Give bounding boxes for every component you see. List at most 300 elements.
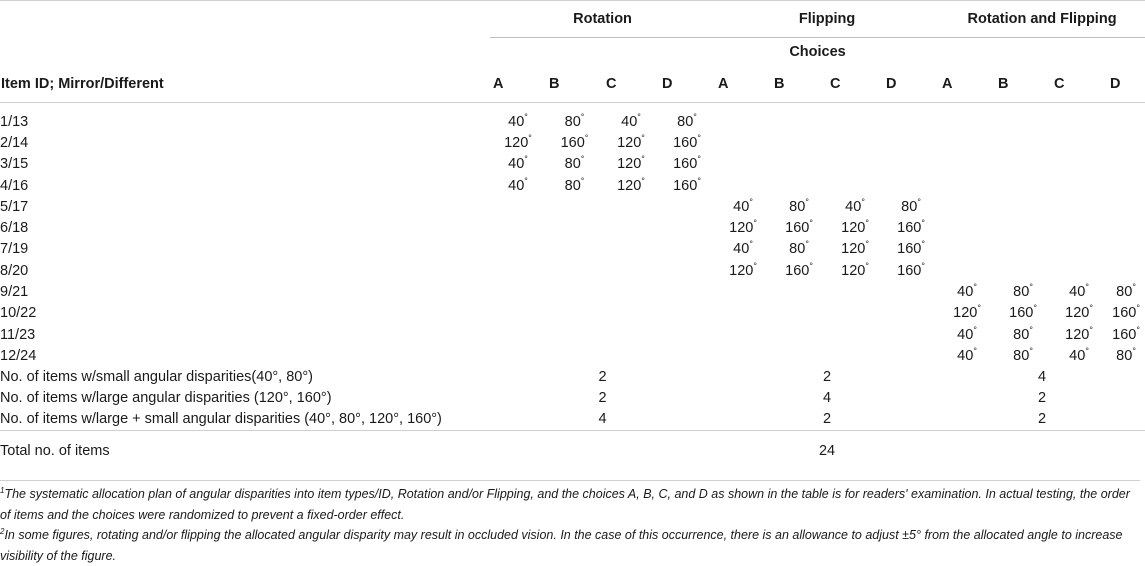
table-row — [0, 196, 1145, 217]
both-choice-a-cell — [939, 196, 995, 217]
angle-value: 40 — [733, 241, 750, 258]
both-choice-a-cell — [939, 111, 995, 132]
flipping-choice-d-cell — [883, 217, 939, 238]
rotation-choice-c-cell — [603, 196, 659, 217]
rotation-choice-a-cell — [490, 217, 546, 238]
footnote-2-text: In some figures, rotating and/or flipping the allocated angular disparity may result in occluded vision. In the case of this occurrence, there is an allowance to adjust ±5° from the allocated angle to increase visibility of the figure. — [0, 528, 1123, 563]
flipping-choice-d-cell — [883, 303, 939, 324]
both-choice-b-cell — [995, 281, 1051, 302]
degree-mark: ° — [809, 260, 813, 271]
both-choice-a-cell — [939, 239, 995, 260]
col-header-flipping-c: C — [830, 76, 841, 92]
rotation-choice-d-cell — [659, 260, 715, 281]
rotation-choice-b-cell — [546, 324, 603, 345]
angle-value: 40 — [845, 198, 862, 215]
both-choice-a-cell — [939, 324, 995, 345]
item-id-cell: 8/20 — [0, 262, 29, 279]
flipping-choice-d-cell — [883, 196, 939, 217]
degree-mark: ° — [1085, 346, 1089, 357]
degree-mark: ° — [921, 218, 925, 229]
both-choice-d-cell — [1107, 281, 1145, 302]
flipping-choice-c-cell — [827, 303, 883, 324]
angle-value: 40 — [508, 113, 525, 130]
angle-value: 80 — [901, 198, 918, 215]
rotation-choice-b-cell — [546, 217, 603, 238]
choices-header: Choices — [789, 44, 846, 60]
degree-mark: ° — [580, 111, 585, 122]
both-choice-b-cell — [995, 260, 1051, 281]
rotation-choice-d-cell — [659, 281, 715, 302]
degree-mark: ° — [1132, 282, 1136, 293]
item-id-cell: 10/22 — [0, 305, 37, 322]
rotation-choice-c-cell — [603, 111, 659, 132]
degree-mark: ° — [805, 197, 809, 207]
degree-mark: ° — [865, 239, 869, 250]
flipping-choice-b-cell — [771, 324, 827, 345]
angle-value: 120 — [841, 220, 866, 237]
rotation-choice-a-cell — [490, 260, 546, 281]
both-choice-d-cell — [1107, 132, 1145, 153]
flipping-choice-b-cell — [771, 132, 827, 153]
rotation-choice-a-cell — [490, 132, 546, 153]
angle-value: 80 — [1116, 347, 1133, 364]
summary-label: No. of items w/small angular disparities(40°, 80°) — [0, 369, 313, 386]
rotation-choice-a-cell — [490, 281, 546, 302]
col-header-both-b: B — [998, 76, 1009, 92]
rotation-choice-b-cell — [546, 175, 603, 196]
rotation-choice-d-cell — [659, 175, 715, 196]
col-header-rotation-c: C — [606, 76, 617, 92]
summary-body — [0, 367, 1145, 431]
both-choice-c-cell — [1051, 175, 1107, 196]
angle-value: 160 — [785, 220, 810, 237]
flipping-choice-b-cell — [771, 260, 827, 281]
rotation-choice-b-cell — [546, 132, 603, 153]
col-header-rotation-b: B — [549, 76, 560, 92]
col-header-rotation-a: A — [493, 76, 504, 92]
table-row — [0, 217, 1145, 238]
both-choice-d-cell — [1107, 175, 1145, 196]
angle-value: 40 — [957, 284, 974, 301]
rotation-choice-d-cell — [659, 345, 715, 366]
rotation-choice-c-cell — [603, 260, 659, 281]
summary-label: No. of items w/large + small angular disparities (40°, 80°, 120°, 160°) — [0, 411, 442, 428]
angle-value: 80 — [1013, 284, 1030, 301]
angle-value: 120 — [1065, 305, 1090, 322]
both-choice-d-cell — [1107, 260, 1145, 281]
rotation-choice-b-cell — [546, 239, 603, 260]
angle-value: 40 — [508, 177, 525, 194]
both-choice-b-cell — [995, 217, 1051, 238]
flipping-choice-b-cell — [771, 281, 827, 302]
item-id-cell: 12/24 — [0, 347, 37, 364]
angle-value: 80 — [564, 177, 581, 194]
col-header-both-c: C — [1054, 76, 1065, 92]
degree-mark: ° — [528, 133, 532, 144]
rotation-choice-a-cell — [490, 345, 546, 366]
rotation-choice-b-cell — [546, 281, 603, 302]
flipping-choice-d-cell — [883, 175, 939, 196]
degree-mark: ° — [973, 346, 977, 357]
table-row — [0, 303, 1145, 324]
group-header-flipping: Flipping — [715, 1, 939, 38]
flipping-choice-a-cell — [715, 132, 771, 153]
summary-row — [0, 367, 1145, 388]
rotation-choice-a-cell — [490, 196, 546, 217]
flipping-choice-d-cell — [883, 239, 939, 260]
angle-value: 120 — [504, 134, 529, 151]
angle-value: 160 — [1009, 305, 1034, 322]
both-choice-a-cell — [939, 303, 995, 324]
flipping-choice-b-cell — [771, 111, 827, 132]
angle-value: 80 — [564, 113, 581, 130]
degree-mark: ° — [1089, 303, 1093, 314]
flipping-choice-b-cell — [771, 239, 827, 260]
rotation-choice-a-cell — [490, 239, 546, 260]
degree-mark: ° — [753, 218, 757, 229]
degree-mark: ° — [580, 154, 585, 165]
flipping-choice-c-cell — [827, 196, 883, 217]
item-id-cell: 4/16 — [0, 177, 29, 194]
summary-both-count: 2 — [1038, 390, 1047, 407]
both-choice-b-cell — [995, 324, 1051, 345]
header-blank — [0, 1, 490, 38]
flipping-choice-d-cell — [883, 260, 939, 281]
flipping-choice-b-cell — [771, 196, 827, 217]
degree-mark: ° — [641, 175, 645, 186]
degree-mark: ° — [697, 133, 701, 144]
item-id-cell: 3/15 — [0, 156, 29, 173]
degree-mark: ° — [524, 175, 528, 186]
summary-flipping-count: 2 — [823, 369, 832, 386]
rotation-choice-a-cell — [490, 303, 546, 324]
degree-mark: ° — [973, 282, 977, 293]
degree-mark: ° — [753, 260, 757, 271]
group-header-rotation-and-flipping: Rotation and Flipping — [939, 1, 1145, 38]
angle-value: 80 — [1013, 326, 1030, 343]
degree-mark: ° — [1029, 282, 1033, 293]
both-choice-d-cell — [1107, 303, 1145, 324]
degree-mark: ° — [917, 197, 921, 207]
rotation-choice-b-cell — [546, 345, 603, 366]
flipping-choice-c-cell — [827, 217, 883, 238]
item-id-cell: 6/18 — [0, 220, 29, 237]
flipping-choice-a-cell — [715, 345, 771, 366]
flipping-choice-c-cell — [827, 154, 883, 175]
table-row — [0, 154, 1145, 175]
table-row — [0, 324, 1145, 345]
item-id-cell: 11/23 — [0, 326, 36, 343]
both-choice-b-cell — [995, 345, 1051, 366]
degree-mark: ° — [1136, 324, 1140, 335]
flipping-choice-a-cell — [715, 175, 771, 196]
degree-mark: ° — [1089, 324, 1093, 335]
angle-value: 40 — [1069, 347, 1086, 364]
item-id-cell: 2/14 — [0, 134, 29, 151]
rotation-choice-c-cell — [603, 175, 659, 196]
rotation-choice-d-cell — [659, 154, 715, 175]
both-choice-d-cell — [1107, 196, 1145, 217]
flipping-choice-b-cell — [771, 303, 827, 324]
flipping-choice-b-cell — [771, 175, 827, 196]
degree-mark: ° — [861, 197, 865, 207]
flipping-choice-b-cell — [771, 154, 827, 175]
both-choice-b-cell — [995, 132, 1051, 153]
degree-mark: ° — [580, 175, 585, 186]
flipping-choice-c-cell — [827, 281, 883, 302]
angle-value: 120 — [729, 262, 754, 279]
flipping-choice-a-cell — [715, 239, 771, 260]
both-choice-d-cell — [1107, 324, 1145, 345]
angle-value: 160 — [897, 241, 922, 258]
degree-mark: ° — [805, 239, 809, 250]
rotation-choice-c-cell — [603, 281, 659, 302]
rotation-choice-c-cell — [603, 154, 659, 175]
angle-value: 160 — [673, 134, 698, 151]
degree-mark: ° — [641, 133, 645, 144]
col-header-flipping-d: D — [886, 76, 897, 92]
footnote-1-text: The systematic allocation plan of angular disparities into item types/ID, Rotation and/or Flipping, and the choices A, B, C, and D as shown in the table is for readers' examination. In actual testing, the order of items and the choices were randomized to prevent a fixed-order effect. — [0, 487, 1130, 522]
group-header-rotation: Rotation — [490, 1, 715, 38]
flipping-choice-a-cell — [715, 281, 771, 302]
angle-value: 80 — [1013, 347, 1030, 364]
angle-value: 40 — [733, 198, 750, 215]
rotation-choice-a-cell — [490, 324, 546, 345]
table-row — [0, 175, 1145, 196]
angle-value: 120 — [617, 134, 642, 151]
summary-both-count: 2 — [1038, 411, 1047, 428]
angle-value: 160 — [560, 134, 585, 151]
angle-value: 160 — [897, 262, 922, 279]
angle-value: 40 — [621, 113, 638, 130]
flipping-choice-a-cell — [715, 217, 771, 238]
angle-value: 80 — [1116, 284, 1133, 301]
degree-mark: ° — [584, 133, 589, 144]
both-choice-d-cell — [1107, 154, 1145, 175]
angle-value: 160 — [1112, 305, 1137, 322]
both-choice-c-cell — [1051, 132, 1107, 153]
degree-mark: ° — [921, 239, 925, 250]
rotation-choice-c-cell — [603, 239, 659, 260]
rotation-choice-b-cell — [546, 154, 603, 175]
table-row — [0, 239, 1145, 260]
table-body — [0, 103, 1145, 367]
degree-mark: ° — [1085, 282, 1089, 293]
degree-mark: ° — [693, 111, 697, 122]
col-header-flipping-b: B — [774, 76, 785, 92]
both-choice-a-cell — [939, 175, 995, 196]
footnote-1-mark: 1 — [0, 485, 5, 495]
degree-mark: ° — [1136, 303, 1140, 314]
angle-value: 120 — [841, 262, 866, 279]
both-choice-c-cell — [1051, 217, 1107, 238]
degree-mark: ° — [637, 111, 641, 122]
angle-value: 80 — [677, 113, 694, 130]
angle-value: 160 — [1112, 326, 1137, 343]
table-row — [0, 260, 1145, 281]
both-choice-c-cell — [1051, 260, 1107, 281]
rotation-choice-d-cell — [659, 303, 715, 324]
flipping-choice-c-cell — [827, 111, 883, 132]
degree-mark: ° — [697, 154, 701, 165]
angle-value: 160 — [673, 156, 698, 173]
total-value: 24 — [818, 442, 836, 459]
table-row — [0, 281, 1145, 302]
summary-label: No. of items w/large angular disparities (120°, 160°) — [0, 390, 332, 407]
both-choice-a-cell — [939, 260, 995, 281]
summary-rotation-count: 4 — [598, 411, 607, 428]
degree-mark: ° — [865, 218, 869, 229]
flipping-choice-c-cell — [827, 324, 883, 345]
angle-value: 80 — [789, 198, 806, 215]
degree-mark: ° — [641, 154, 645, 165]
angle-value: 120 — [1065, 326, 1090, 343]
angle-value: 40 — [957, 326, 974, 343]
both-choice-c-cell — [1051, 324, 1107, 345]
footnote-2-mark: 2 — [0, 526, 5, 536]
both-choice-b-cell — [995, 154, 1051, 175]
footnotes — [0, 480, 1140, 566]
angle-value: 80 — [564, 156, 581, 173]
both-choice-b-cell — [995, 303, 1051, 324]
both-choice-a-cell — [939, 154, 995, 175]
both-choice-d-cell — [1107, 239, 1145, 260]
rotation-choice-a-cell — [490, 111, 546, 132]
angle-value: 40 — [957, 347, 974, 364]
summary-row — [0, 409, 1145, 431]
both-choice-d-cell — [1107, 345, 1145, 366]
item-id-cell: 1/13 — [0, 113, 29, 130]
item-id-header: Item ID; Mirror/Different — [1, 76, 164, 92]
rotation-choice-c-cell — [603, 324, 659, 345]
degree-mark: ° — [1132, 346, 1136, 357]
angle-value: 160 — [897, 220, 922, 237]
both-choice-d-cell — [1107, 111, 1145, 132]
rotation-choice-b-cell — [546, 260, 603, 281]
degree-mark: ° — [1033, 303, 1037, 314]
flipping-choice-c-cell — [827, 345, 883, 366]
degree-mark: ° — [697, 175, 701, 186]
both-choice-a-cell — [939, 281, 995, 302]
rotation-choice-c-cell — [603, 303, 659, 324]
degree-mark: ° — [973, 324, 977, 335]
col-header-both-a: A — [942, 76, 953, 92]
angle-value: 40 — [1069, 284, 1086, 301]
flipping-choice-d-cell — [883, 132, 939, 153]
flipping-choice-b-cell — [771, 217, 827, 238]
both-choice-c-cell — [1051, 345, 1107, 366]
flipping-choice-a-cell — [715, 260, 771, 281]
flipping-choice-d-cell — [883, 281, 939, 302]
flipping-choice-c-cell — [827, 260, 883, 281]
summary-rotation-count: 2 — [598, 390, 607, 407]
degree-mark: ° — [865, 260, 869, 271]
both-choice-b-cell — [995, 196, 1051, 217]
degree-mark: ° — [809, 218, 813, 229]
both-choice-a-cell — [939, 132, 995, 153]
angle-value: 40 — [508, 156, 525, 173]
table-row — [0, 345, 1145, 366]
rotation-choice-b-cell — [546, 303, 603, 324]
both-choice-c-cell — [1051, 303, 1107, 324]
col-header-flipping-a: A — [718, 76, 729, 92]
degree-mark: ° — [749, 239, 753, 250]
degree-mark: ° — [524, 111, 528, 122]
both-choice-b-cell — [995, 175, 1051, 196]
flipping-choice-a-cell — [715, 324, 771, 345]
rotation-choice-c-cell — [603, 132, 659, 153]
degree-mark: ° — [977, 303, 981, 314]
rotation-choice-b-cell — [546, 111, 603, 132]
item-id-cell: 7/19 — [0, 241, 29, 258]
both-choice-d-cell — [1107, 217, 1145, 238]
flipping-choice-c-cell — [827, 175, 883, 196]
total-label: Total no. of items — [0, 442, 110, 459]
rotation-choice-a-cell — [490, 154, 546, 175]
angle-value: 120 — [617, 177, 642, 194]
summary-flipping-count: 2 — [823, 411, 832, 428]
flipping-choice-d-cell — [883, 111, 939, 132]
flipping-choice-d-cell — [883, 154, 939, 175]
both-choice-b-cell — [995, 239, 1051, 260]
item-id-cell: 9/21 — [0, 284, 29, 301]
flipping-choice-d-cell — [883, 324, 939, 345]
angle-value: 160 — [673, 177, 698, 194]
rotation-choice-a-cell — [490, 175, 546, 196]
flipping-choice-a-cell — [715, 303, 771, 324]
rotation-choice-d-cell — [659, 196, 715, 217]
angle-value: 120 — [729, 220, 754, 237]
both-choice-a-cell — [939, 217, 995, 238]
flipping-choice-d-cell — [883, 345, 939, 366]
angle-value: 160 — [785, 262, 810, 279]
both-choice-c-cell — [1051, 196, 1107, 217]
flipping-choice-a-cell — [715, 154, 771, 175]
flipping-choice-a-cell — [715, 111, 771, 132]
table-row — [0, 111, 1145, 132]
flipping-choice-c-cell — [827, 239, 883, 260]
flipping-choice-a-cell — [715, 196, 771, 217]
angle-value: 120 — [953, 305, 978, 322]
degree-mark: ° — [524, 154, 528, 165]
both-choice-c-cell — [1051, 281, 1107, 302]
table-row — [0, 132, 1145, 153]
flipping-choice-b-cell — [771, 345, 827, 366]
summary-row — [0, 388, 1145, 409]
rotation-choice-d-cell — [659, 132, 715, 153]
both-choice-c-cell — [1051, 239, 1107, 260]
summary-both-count: 4 — [1038, 369, 1047, 386]
degree-mark: ° — [1029, 324, 1033, 335]
rotation-choice-b-cell — [546, 196, 603, 217]
footnote-1 — [0, 484, 1140, 525]
both-choice-c-cell — [1051, 154, 1107, 175]
both-choice-b-cell — [995, 111, 1051, 132]
angle-value: 120 — [617, 156, 642, 173]
degree-mark: ° — [921, 260, 925, 271]
both-choice-c-cell — [1051, 111, 1107, 132]
footnote-2 — [0, 525, 1140, 566]
degree-mark: ° — [1029, 346, 1033, 357]
flipping-choice-c-cell — [827, 132, 883, 153]
col-header-rotation-d: D — [662, 76, 673, 92]
item-id-cell: 5/17 — [0, 198, 29, 215]
summary-rotation-count: 2 — [598, 369, 607, 386]
rotation-choice-d-cell — [659, 239, 715, 260]
rotation-choice-c-cell — [603, 217, 659, 238]
both-choice-a-cell — [939, 345, 995, 366]
degree-mark: ° — [749, 197, 753, 207]
